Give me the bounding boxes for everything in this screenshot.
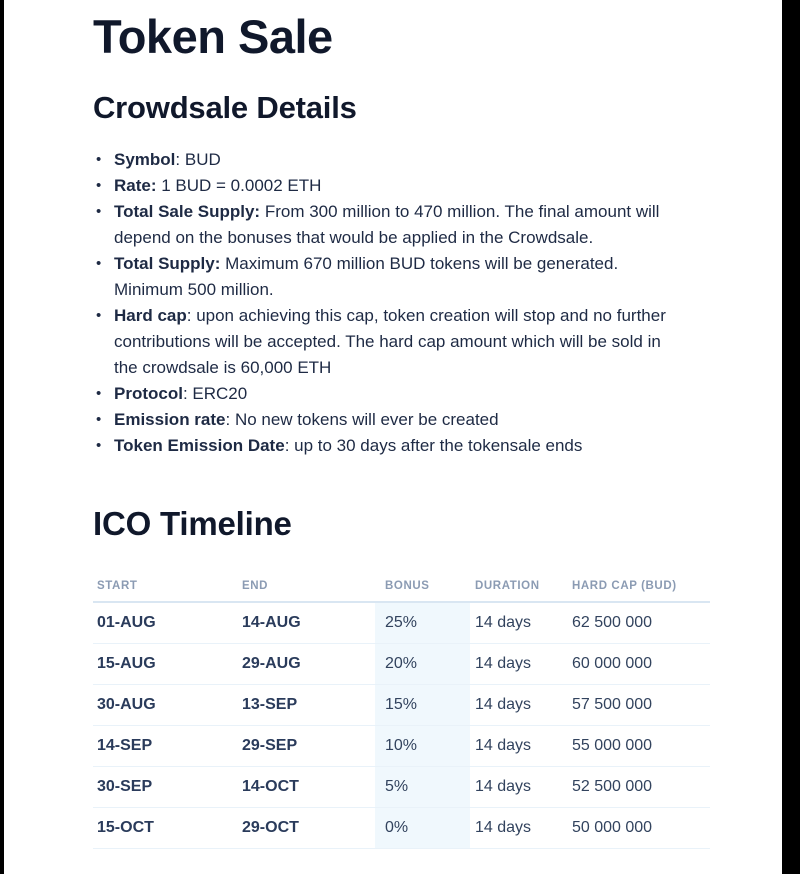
ico-timeline-heading: ICO Timeline [93,504,292,542]
cell-duration: 14 days [475,655,532,673]
table-row [93,603,710,644]
ico-timeline-table [93,566,710,849]
cell-start: 14-SEP [97,737,153,755]
detail-label: Emission rate [114,409,226,429]
detail-text: : BUD [175,149,221,169]
column-header-start: START [97,580,138,593]
cell-bonus: 5% [375,767,470,807]
cell-start: 30-SEP [97,778,153,796]
crowdsale-detail-item [93,147,685,173]
cell-duration: 14 days [475,819,532,837]
cell-duration: 14 days [475,778,532,796]
cell-bonus: 20% [375,644,470,684]
detail-label: Rate: [114,175,157,195]
cell-end: 29-AUG [242,655,301,673]
cell-hardcap: 50 000 000 [572,819,653,837]
detail-text: : upon achieving this cap, token creation will stop and no further contributions will be accepted. The hard cap amount which will be sold in the crowdsale is 60,000 ETH [114,305,666,377]
table-row [93,685,710,726]
column-header-duration: DURATION [475,580,540,593]
page-content [93,0,718,849]
cell-hardcap: 55 000 000 [572,737,653,755]
detail-label: Hard cap [114,305,187,325]
cell-end: 29-SEP [242,737,298,755]
crowdsale-detail-item [93,381,685,407]
cell-hardcap: 57 500 000 [572,696,653,714]
cell-bonus: 10% [375,726,470,766]
column-header-hardcap: HARD CAP (BUD) [572,580,677,593]
cell-start: 01-AUG [97,614,156,632]
crowdsale-detail-item [93,433,685,459]
crowdsale-detail-item [93,303,685,381]
cell-start: 15-OCT [97,819,154,837]
detail-label: Token Emission Date [114,435,285,455]
detail-text: From 300 million to 470 million. The final amount will depend on the bonuses that would be applied in the Crowdsale. [114,201,660,247]
cell-duration: 14 days [475,696,532,714]
detail-text: : No new tokens will ever be created [225,409,499,429]
detail-text: : ERC20 [182,383,248,403]
crowdsale-details-heading: Crowdsale Details [93,90,357,126]
page-edge-left [0,0,4,874]
detail-label: Total Supply: [114,253,221,273]
column-header-end: END [242,580,269,593]
cell-end: 14-OCT [242,778,299,796]
detail-text: Maximum 670 million BUD tokens will be generated. Minimum 500 million. [114,253,619,299]
detail-label: Symbol [114,149,176,169]
cell-duration: 14 days [475,614,532,632]
page-edge-right [782,0,800,874]
table-row [93,644,710,685]
table-row [93,726,710,767]
table-row [93,808,710,849]
crowdsale-detail-item [93,199,685,251]
cell-start: 30-AUG [97,696,156,714]
crowdsale-detail-item [93,407,685,433]
table-header-row [93,566,710,603]
detail-text: : up to 30 days after the tokensale ends [284,435,583,455]
cell-bonus: 0% [375,808,470,848]
cell-hardcap: 52 500 000 [572,778,653,796]
cell-duration: 14 days [475,737,532,755]
cell-end: 29-OCT [242,819,299,837]
cell-end: 14-AUG [242,614,301,632]
cell-end: 13-SEP [242,696,298,714]
cell-hardcap: 62 500 000 [572,614,653,632]
crowdsale-detail-item [93,251,685,303]
page-title: Token Sale [93,10,333,63]
cell-bonus: 25% [375,603,470,643]
cell-bonus: 15% [375,685,470,725]
detail-text: 1 BUD = 0.0002 ETH [156,175,322,195]
crowdsale-details-list [93,147,685,459]
cell-start: 15-AUG [97,655,156,673]
detail-label: Protocol [114,383,183,403]
column-header-bonus: BONUS [385,580,430,593]
table-row [93,767,710,808]
cell-hardcap: 60 000 000 [572,655,653,673]
detail-label: Total Sale Supply: [114,201,261,221]
crowdsale-detail-item [93,173,685,199]
